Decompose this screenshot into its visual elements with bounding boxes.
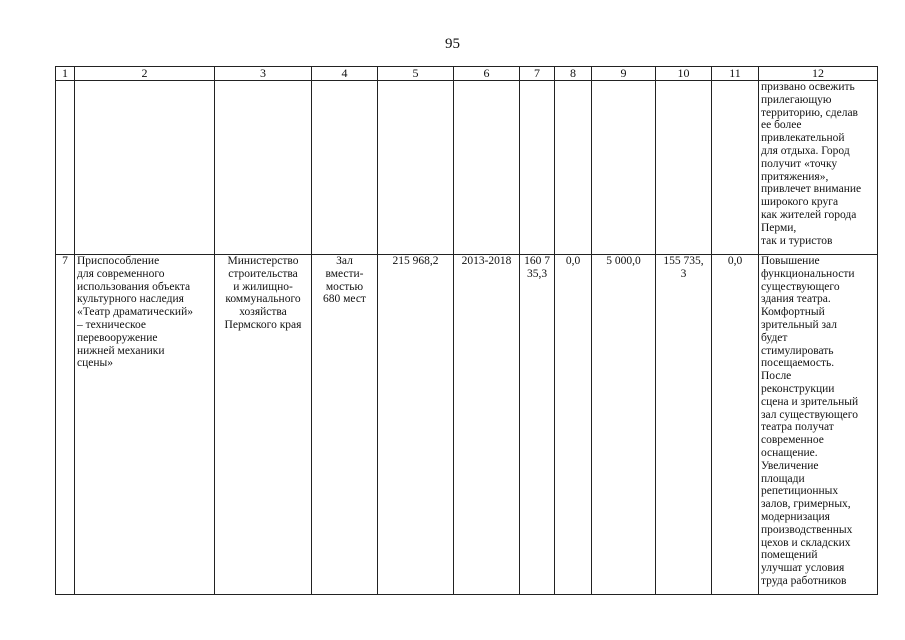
column-number: 1 — [56, 67, 75, 81]
value-cell-10: 155 735, 3 — [656, 255, 712, 595]
table-row-7 — [56, 255, 878, 595]
table-cell — [454, 81, 520, 255]
row-number-cell: 7 — [56, 255, 75, 595]
table-cell — [378, 81, 454, 255]
table-cell — [75, 81, 215, 255]
value-cell-11: 0,0 — [712, 255, 759, 595]
column-number: 9 — [592, 67, 656, 81]
column-number: 7 — [520, 67, 555, 81]
period-cell: 2013-2018 — [454, 255, 520, 595]
column-number: 6 — [454, 67, 520, 81]
total-cost-cell: 215 968,2 — [378, 255, 454, 595]
column-number: 5 — [378, 67, 454, 81]
table-cell — [592, 81, 656, 255]
capacity-cell: Зал вмести- мостью 680 мест — [312, 255, 378, 595]
table-cell — [656, 81, 712, 255]
column-number: 3 — [215, 67, 312, 81]
column-number: 2 — [75, 67, 215, 81]
program-table — [55, 66, 878, 595]
table-cell — [215, 81, 312, 255]
table-row-continuation — [56, 81, 878, 255]
table-cell — [312, 81, 378, 255]
column-number: 4 — [312, 67, 378, 81]
column-number: 11 — [712, 67, 759, 81]
value-cell-8: 0,0 — [555, 255, 592, 595]
table-cell — [555, 81, 592, 255]
column-number: 10 — [656, 67, 712, 81]
column-number: 12 — [759, 67, 878, 81]
object-name-cell: Приспособление для современного использования объекта культурного наследия «Театр драматический» – техническое перевооружение нижней механики сцены» — [75, 255, 215, 595]
value-cell-9: 5 000,0 — [592, 255, 656, 595]
effect-description-cell: Повышение функциональности существующего здания театра. Комфортный зрительный зал будет стимулировать посещаемость. После реконструкции сцена и зрительный зал существующего театра получат современное оснащение. Увеличение площади репетиционных залов, гримерных, модернизация производственных цехов и складских помещений улучшат условия труда работников — [759, 255, 878, 595]
page-number: 95 — [445, 36, 460, 52]
value-cell-7: 160 7 35,3 — [520, 255, 555, 595]
effect-description-cell: призвано освежить прилегающую территорию, сделав ее более привлекательной для отдыха. Город получит «точку притяжения», привлечет внимание широкого круга как жителей города Перми, так и туристов — [759, 81, 878, 255]
column-number-row — [56, 67, 878, 81]
table-cell — [520, 81, 555, 255]
table-cell — [712, 81, 759, 255]
column-number: 8 — [555, 67, 592, 81]
responsible-body-cell: Министерство строительства и жилищно- коммунального хозяйства Пермского края — [215, 255, 312, 595]
table-cell — [56, 81, 75, 255]
